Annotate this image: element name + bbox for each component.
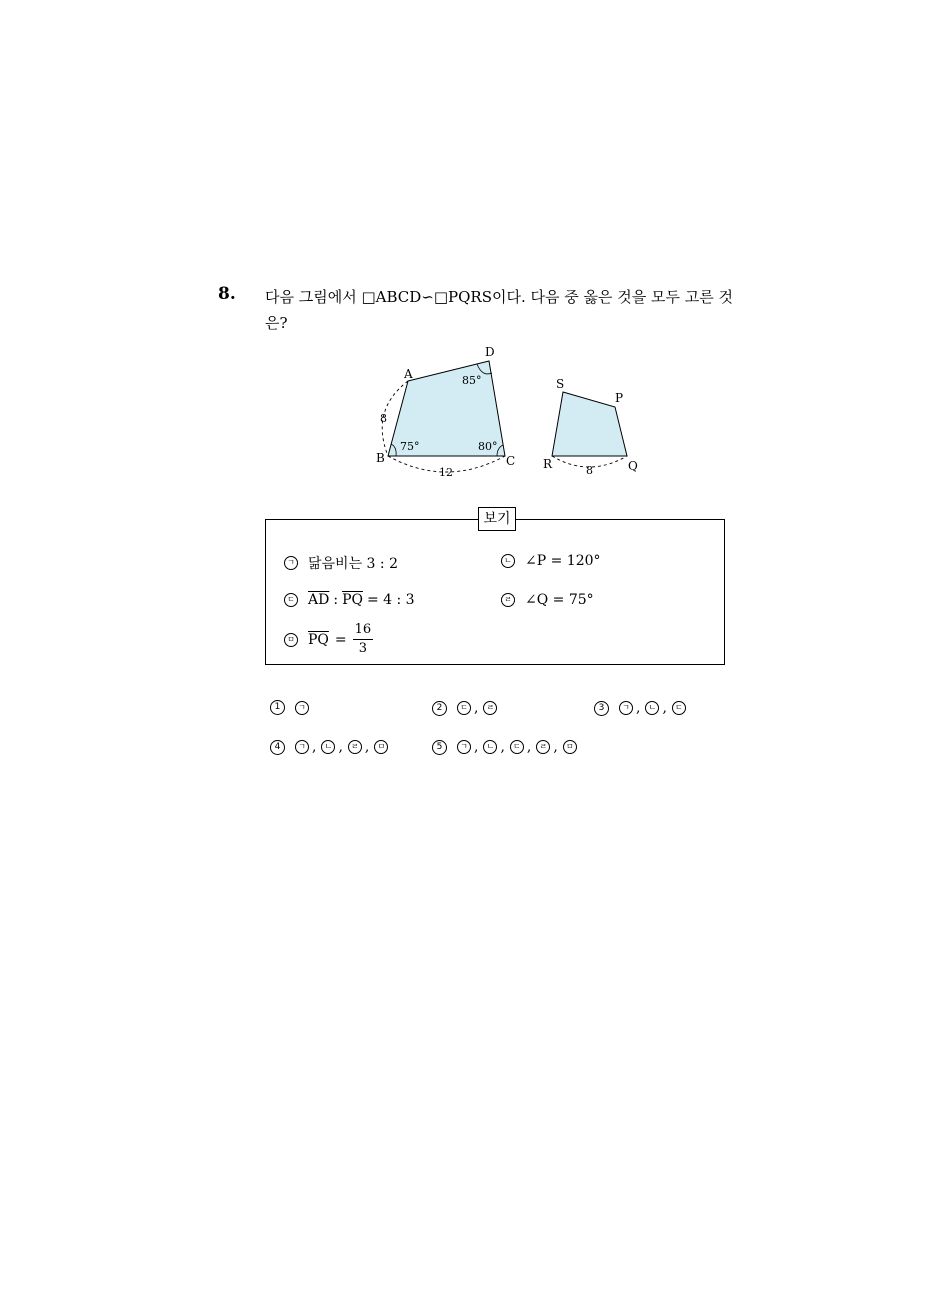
choice-3[interactable]: 3 ㄱ , ㄴ , ㄷ (594, 700, 696, 716)
side-label-rq: 8 (586, 464, 593, 477)
choice-marker: ㅁ (563, 740, 577, 754)
choice-marker: ㄱ (295, 740, 309, 754)
bogi-item-1 (284, 553, 398, 573)
vertex-label-p: P (615, 391, 624, 405)
choice-marker: ㄷ (510, 740, 524, 754)
vertex-label-b: B (376, 451, 385, 465)
vertex-label-s: S (556, 377, 565, 391)
bogi-item-text: ∠Q = 75° (525, 592, 594, 608)
bogi-marker: ㅁ (284, 633, 298, 647)
ratio-colon: : (333, 592, 339, 608)
bogi-item-3 (284, 592, 415, 608)
angle-label-d: 85° (462, 374, 482, 387)
choice-number: 5 (432, 740, 447, 755)
bogi-marker: ㄴ (501, 554, 515, 568)
ratio-rest: = 4 : 3 (366, 592, 415, 608)
equals-sign: = (334, 631, 347, 648)
choice-5[interactable]: 5 ㄱ , ㄴ , ㄷ , ㄹ , ㅁ (432, 739, 587, 755)
choice-number: 4 (270, 740, 285, 755)
choice-marker: ㄹ (483, 701, 497, 715)
choice-marker: ㄹ (348, 740, 362, 754)
segment-ad: $\overline{AD}$ (308, 592, 330, 608)
choice-4[interactable]: 4 ㄱ , ㄴ , ㄹ , ㅁ (270, 739, 398, 755)
choice-marker: ㄱ (457, 740, 471, 754)
fraction-denominator: 3 (358, 641, 368, 656)
choice-number: 3 (594, 701, 609, 716)
choice-marker: ㄷ (457, 701, 471, 715)
side-label-bc: 12 (439, 466, 453, 479)
bogi-marker: ㄷ (284, 593, 298, 607)
question-number: 8. (218, 284, 236, 304)
bogi-marker: ㄱ (284, 556, 298, 570)
vertex-label-q: Q (628, 459, 638, 473)
choice-marker: ㄱ (619, 701, 633, 715)
bogi-item-text: 닮음비는 3 : 2 (308, 556, 398, 572)
choice-marker: ㄱ (295, 701, 309, 715)
question-text: 다음 그림에서 □ABCD∽□PQRS이다. 다음 중 옳은 것을 모두 고른 것은? (265, 288, 733, 332)
bogi-item-5 (284, 621, 373, 658)
angle-label-b: 75° (400, 440, 420, 453)
choice-number: 2 (432, 701, 447, 716)
similar-quadrilaterals-figure (360, 340, 660, 490)
vertex-label-c: C (506, 454, 516, 468)
choice-marker: ㄹ (536, 740, 550, 754)
vertex-label-r: R (543, 457, 553, 471)
choice-marker: ㄴ (321, 740, 335, 754)
side-label-ab: 8 (380, 412, 387, 425)
choice-2[interactable]: 2 ㄷ , ㄹ (432, 700, 507, 716)
bogi-item-4 (501, 592, 594, 608)
choice-marker: ㄷ (672, 701, 686, 715)
segment-pq: $\overline{PQ}$ (342, 592, 363, 608)
bogi-marker: ㄹ (501, 593, 515, 607)
bogi-item-2 (501, 553, 601, 569)
bogi-item-text: ∠P = 120° (525, 553, 601, 569)
choice-marker: ㅁ (374, 740, 388, 754)
bogi-title: 보기 (478, 507, 516, 531)
choice-marker: ㄴ (645, 701, 659, 715)
choice-1[interactable] (270, 700, 319, 715)
choice-number: 1 (270, 700, 285, 715)
segment-pq: $\overline{PQ}$ (308, 631, 329, 648)
angle-label-c: 80° (478, 440, 498, 453)
vertex-label-a: A (404, 367, 413, 381)
choice-marker: ㄴ (483, 740, 497, 754)
vertex-label-d: D (485, 345, 495, 359)
fraction-numerator: 16 (353, 621, 374, 640)
fraction (353, 621, 374, 658)
